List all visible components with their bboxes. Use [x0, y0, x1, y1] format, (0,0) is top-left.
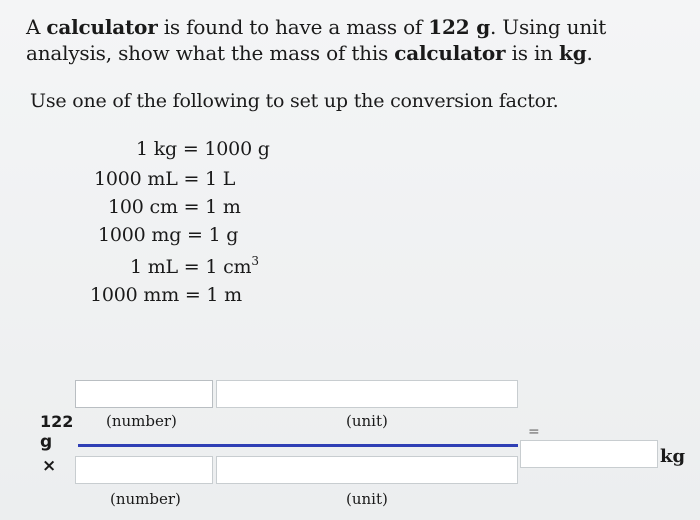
- given-value: 122: [40, 412, 74, 431]
- denominator-unit-input[interactable]: [216, 456, 518, 484]
- denominator-number-input[interactable]: [75, 456, 213, 484]
- superscript: 3: [251, 254, 259, 268]
- answer-unit: kg: [660, 446, 686, 467]
- numerator-unit-label: (unit): [346, 412, 388, 430]
- question-item: calculator: [46, 15, 158, 39]
- numerator-number-input[interactable]: [75, 380, 213, 408]
- given-unit: g: [40, 432, 53, 452]
- conversion-factor: 1000 mm = 1 m: [90, 284, 242, 306]
- question-segment: .: [586, 41, 593, 65]
- target-unit: kg: [559, 41, 587, 65]
- question-text: [26, 14, 666, 66]
- denominator-unit-label: (unit): [346, 490, 388, 508]
- given-mass: 122 g: [428, 15, 490, 39]
- conversion-factor: 1000 mg = 1 g: [98, 224, 239, 246]
- conversion-factor: 1 kg = 1000 g: [136, 138, 270, 160]
- equals-sign: =: [528, 424, 540, 440]
- fraction-bar: [78, 444, 518, 447]
- conversion-factor: [130, 254, 259, 278]
- question-segment: is found to have a mass of: [157, 15, 429, 39]
- question-segment: is in: [505, 41, 560, 65]
- question-item: calculator: [394, 41, 506, 65]
- numerator-number-label: (number): [106, 412, 177, 430]
- conversion-factor: 1000 mL = 1 L: [94, 168, 236, 190]
- question-segment: . Using unit analysis, show what the mass of this: [26, 15, 607, 65]
- conversion-factor: 100 cm = 1 m: [108, 196, 241, 218]
- denominator-number-label: (number): [110, 490, 181, 508]
- question-segment: A: [26, 15, 47, 39]
- multiply-sign: ×: [42, 456, 57, 476]
- answer-input[interactable]: [520, 440, 658, 468]
- instruction-text: Use one of the following to set up the conversion factor.: [30, 90, 559, 112]
- conversion-factor-text: 1 mL = 1 cm: [130, 256, 252, 278]
- numerator-unit-input[interactable]: [216, 380, 518, 408]
